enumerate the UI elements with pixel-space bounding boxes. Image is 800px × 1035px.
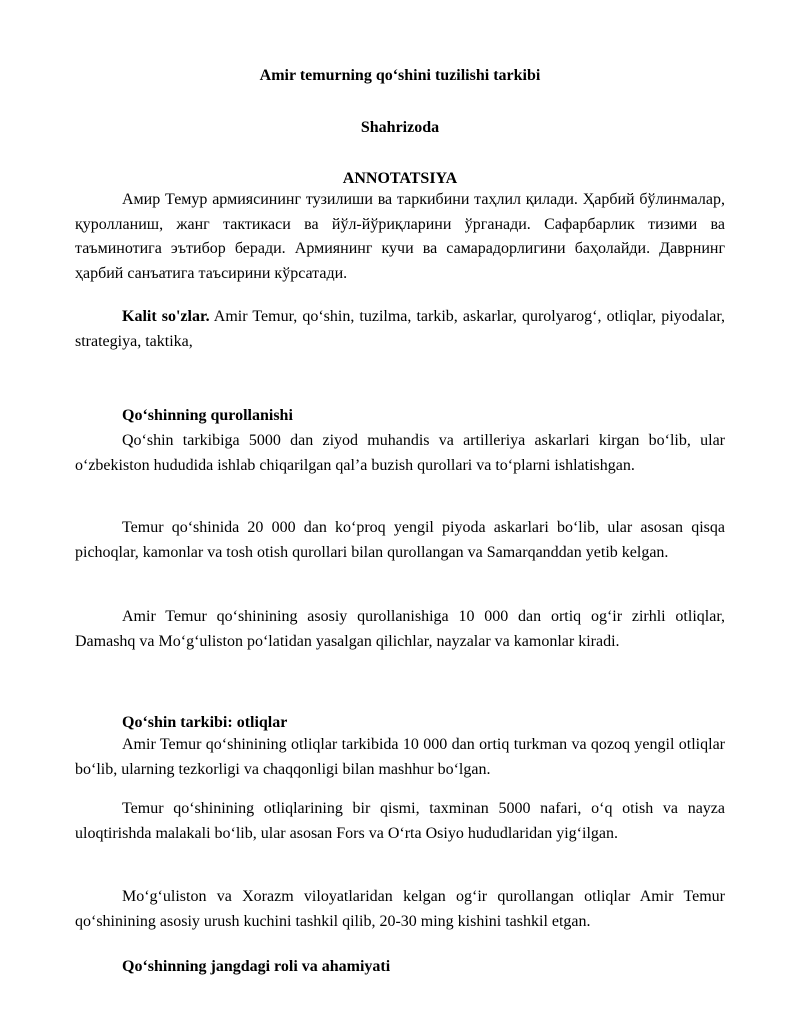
section-paragraph: Temur qo‘shinining otliqlarining bir qismi, taxminan 5000 nafari, o‘q otish va nayza uloqtirishda malakali bo‘lib, ular asosan Fors va O‘rta Osiyo hududlaridan yig‘ilgan. bbox=[75, 800, 725, 842]
annotation-heading: ANNOTATSIYA bbox=[342, 170, 458, 187]
document-title: Amir temurning qo‘shini tuzilishi tarkibi bbox=[259, 67, 541, 84]
section-heading-armament: Qo‘shinning qurollanishi bbox=[122, 407, 293, 424]
section-paragraph: Mo‘g‘uliston va Xorazm viloyatlaridan kelgan og‘ir qurollangan otliqlar Amir Temur qo‘shinining asosiy urush kuchini tashkil qilib, 20-30 ming kishini tashkil etgan. bbox=[75, 888, 725, 930]
keywords-paragraph bbox=[75, 305, 725, 354]
author-name: Shahrizoda bbox=[360, 119, 440, 136]
section-heading-cavalry: Qo‘shin tarkibi: otliqlar bbox=[122, 714, 288, 731]
section-paragraph: Amir Temur qo‘shinining otliqlar tarkibida 10 000 dan ortiq turkman va qozoq yengil otliqlar bo‘lib, ularning tezkorligi va chaqqonligi bilan mashhur bo‘lgan. bbox=[75, 736, 725, 778]
section-paragraph: Temur qo‘shinida 20 000 dan ko‘proq yengil piyoda askarlari bo‘lib, ular asosan qisqa pichoqlar, kamonlar va tosh otish qurollari bilan qurollangan va Samarqanddan yetib kelgan. bbox=[75, 519, 725, 561]
keywords-label: Kalit so'zlar. bbox=[122, 308, 210, 325]
annotation-text: Амир Темур армиясининг тузилиши ва таркибини таҳлил қилади. Ҳарбий бўлинмалар, қуролланиш, жанг тактикаси ва йўл-йўриқларини ўрганади. Сафарбарлик тизими ва таъминотига эътибор беради. Армиянинг кучи ва самарадорлигини баҳолайди. Даврнинг ҳарбий санъатига таъсирини кўрсатади. bbox=[75, 191, 725, 282]
section-paragraph: Amir Temur qo‘shinining asosiy qurollanishiga 10 000 dan ortiq og‘ir zirhli otliqlar, Damashq va Mo‘g‘uliston po‘latidan yasalgan qilichlar, nayzalar va kamonlar kiradi. bbox=[75, 608, 725, 650]
keywords-text: Amir Temur, qo‘shin, tuzilma, tarkib, askarlar, qurolyarog‘, otliqlar, piyodalar, strategiya, taktika, bbox=[75, 308, 726, 350]
section-heading-battle-role: Qo‘shinning jangdagi roli va ahamiyati bbox=[122, 958, 391, 975]
section-paragraph: Qo‘shin tarkibiga 5000 dan ziyod muhandis va artilleriya askarlari kirgan bo‘lib, ular o‘zbekiston hududida ishlab chiqarilgan qal’a buzish qurollari va to‘plarni ishlatishgan. bbox=[75, 432, 725, 474]
